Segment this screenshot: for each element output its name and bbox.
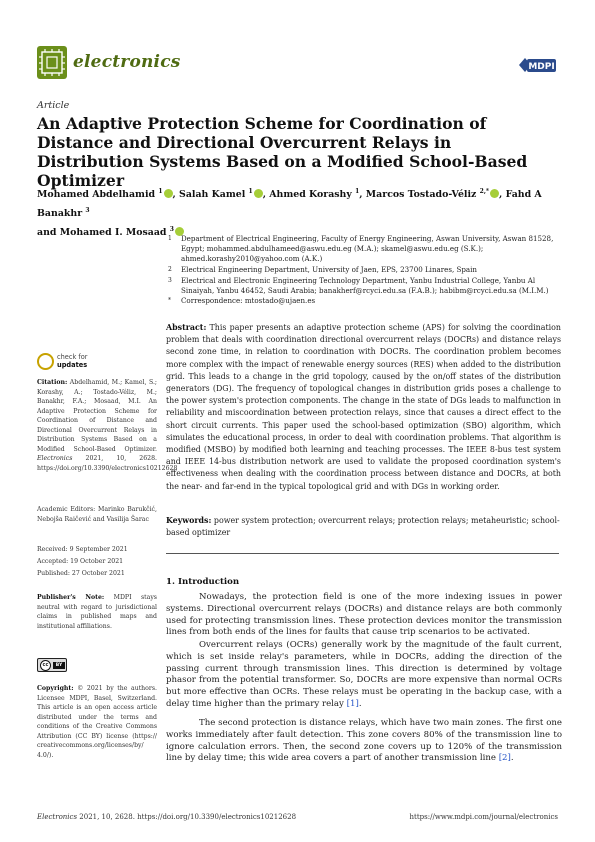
publisher-note: [37, 593, 157, 631]
editors-text: Marinko Barukčić, Nebojša Raičević and Vasilija Šarac: [37, 506, 157, 523]
affiliation-text: Electrical Engineering Department, University of Jaen, EPS, 23700 Linares, Spain: [181, 265, 477, 274]
keywords-text: power system protection; overcurrent relays; protection relays; metaheuristic; school-based optimizer: [166, 516, 560, 537]
published-date: Published: 27 October 2021: [37, 570, 125, 577]
paragraph-text: The second protection is distance relays, which have two main zones. The first one works immediately after fault detection. This zone covers 80% of the transmission line to ignore calculation errors. Then, the second zone covers up to 120% of the transmission line by delay time; this wide area covers a part of another transmission line: [166, 718, 562, 764]
author-sup: 3: [169, 226, 174, 234]
abstract: [166, 322, 561, 493]
affiliation: [168, 234, 563, 264]
citation-block: [37, 378, 178, 473]
author-name: Ahmed Korashy: [269, 189, 352, 201]
citation-journal: Electronics: [37, 455, 73, 462]
citation-text: Abdelhamid, M.; Kamel, S.; Korashy, A.; Tostado-Véliz, M.; Banakhr, F.A.; Mosaad, M.I. An Adaptive Protection Scheme for Coordination of Distance and Directional Overcurrent Relays in Distribution Systems Based on a Modified School-Based Optimizer.: [37, 379, 158, 453]
keywords-label: Keywords:: [166, 516, 212, 525]
footer-doi-link[interactable]: 2021, 10, 2628. https://doi.org/10.3390/electronics10212628: [79, 813, 297, 821]
author-sup: 3: [85, 207, 90, 215]
copyright-notice: [37, 684, 157, 760]
affiliation-number: *: [168, 297, 171, 304]
article-type: Article: [37, 100, 70, 111]
publisher-note-text: MDPI stays neutral with regard to jurisdictional claims in published maps and institutional affiliations.: [37, 594, 157, 630]
abstract-label: Abstract:: [166, 323, 207, 332]
affiliation-text: Department of Electrical Engineering, Faculty of Energy Engineering, Aswan University, Aswan 81528, Egypt; mohammed.abdulhameed@aswu.edu.eg (M.A.); skamel@aswu.edu.eg (S.K.); ahmed.korashy2010@yahoo.com (A.K.): [181, 234, 554, 263]
reference-link[interactable]: [1]: [346, 698, 359, 709]
copyright-text: © 2021 by the authors. Licensee MDPI, Basel, Switzerland. This article is an open access article distributed under the terms and conditions of the Creative Commons Attribution (CC BY) license (https:// creativecommons.org/licenses/by/ 4.0/).: [37, 685, 157, 759]
affiliation: [168, 276, 563, 296]
author-sup: 1: [158, 188, 163, 195]
orcid-icon[interactable]: [254, 189, 263, 198]
paragraph-text: Overcurrent relays (OCRs) generally work by the magnitude of the fault current, which is set inside relay's parameters, while in DOCRs, adding the direction of the passing current through transmission lines. This direction is determined by voltage phasor from the potential transformer. So, DOCRs are more expensive than normal OCRs but more effective than OCRs. These relays must be operating in the backup case, with a delay time higher than the primary relay: [166, 640, 562, 709]
author-name: Salah Kamel: [179, 189, 246, 201]
by-icon: BY: [53, 662, 65, 669]
intro-paragraph-1: Nowadays, the protection field is one of the more indexing issues in power systems. Directional overcurrent relays (DOCRs) and distance relays are both commonly used for protecting transmission lines. These protection devices monitor the transmission lines from both ends of the lines for faults that cause trip scenarios to be activated.: [166, 592, 562, 638]
paragraph-text: .: [358, 698, 362, 709]
paper-title: An Adaptive Protection Scheme for Coordination of Distance and Directional Overcurrent Relays in Distribution Systems Based on a Modified School-Based Optimizer: [37, 114, 528, 190]
reference-link[interactable]: [2]: [498, 753, 511, 764]
affiliation: [168, 265, 563, 275]
affiliation-number: 1: [168, 235, 172, 242]
footer-citation: [37, 813, 296, 821]
cc-icon: cc: [40, 660, 51, 671]
check-updates-line1: check for: [57, 353, 88, 361]
check-for-updates-button[interactable]: [37, 351, 157, 373]
check-updates-icon: [37, 353, 54, 370]
affiliation-number: 3: [168, 277, 172, 284]
citation-doi-link[interactable]: 2021, 10, 2628. https://doi.org/10.3390/electronics10212628: [37, 455, 178, 472]
copyright-label: Copyright:: [37, 685, 74, 692]
intro-paragraph-3: [166, 718, 562, 765]
footer-journal-url[interactable]: https://www.mdpi.com/journal/electronics: [409, 813, 558, 821]
svg-text:MDPI: MDPI: [528, 62, 555, 72]
abstract-text: This paper presents an adaptive protection scheme (APS) for solving the coordination problem that deals with coordination directional overcurrent relays (DOCRs) and distance relays second zone time, in relation to coordination with DOCRs. The coordination problem becomes more complex with the impact of renewable energy sources (RES) when added to the distribution grid. This leads to a change in the grid topology, caused by the on/off states of the distribution generators (DG). The frequency of topological changes in distribution grids poses a challenge to the power system's protection components. The change in the state of DGs leads to malfunction in reliability and miscoordination between protection relays, since that causes a direct effect to the short circuit currents. This paper used the school-based optimization (SBO) algorithm, which simulates the educational process, in order to deal with coordination problems. That algorithm is modified (MSBO) by modified both learning and teaching processes. The IEEE 8-bus test system and IEEE 14-bus distribution network are used to validate the proposed coordination system's effectiveness when dealing with the coordination process between distance and DOCRs, at both the near- and far-end in the typical topological grid and with DGs in working order.: [166, 323, 561, 491]
academic-editors: [37, 505, 157, 524]
author-sup: 2,*: [479, 188, 490, 195]
affiliation-text: Correspondence: mtostado@ujaen.es: [181, 296, 316, 305]
author-name: Marcos Tostado-Véliz: [365, 189, 477, 201]
author-sup: 1: [248, 188, 253, 195]
mdpi-logo-icon: [515, 56, 557, 75]
journal-logo-icon: [37, 46, 67, 79]
author-list: Mohamed Abdelhamid $^1$ , Salah Kamel $^1$ , Ahmed Korashy $^1$, Marcos Tostado-Véliz $^{2,*}$ , Fahd A Banakhr $^3$ and Mohamed I. Mosaad $^3$: [37, 188, 542, 239]
affiliation-text: Electrical and Electronic Engineering Technology Department, Yanbu Industrial College, Yanbu Al Sinaiyah, Yanbu 46452, Saudi Arabia; banakherf@rcyci.edu.sa (F.A.B.); habibm@rcyci.edu.sa (M.I.M.): [181, 276, 549, 295]
publisher-note-label: Publisher's Note:: [37, 594, 105, 601]
author-name: Mohamed Abdelhamid: [37, 189, 156, 201]
journal-name: electronics: [73, 52, 181, 72]
accepted-date: Accepted: 19 October 2021: [37, 558, 124, 565]
intro-paragraph-2: [166, 640, 562, 711]
orcid-icon[interactable]: [164, 189, 173, 198]
author-name: Mohamed I. Mosaad: [59, 227, 167, 239]
footer-journal: Electronics: [37, 813, 78, 821]
check-updates-line2: updates: [57, 360, 88, 369]
author-sup: 1: [355, 188, 360, 195]
author-name: Fahd A Banakhr: [37, 189, 542, 220]
affiliation-number: 2: [168, 266, 172, 273]
divider: [166, 553, 559, 554]
citation-label: Citation:: [37, 379, 68, 386]
section-heading: 1. Introduction: [166, 577, 240, 587]
correspondence: [168, 296, 563, 306]
keywords: [166, 515, 561, 539]
editors-label: Academic Editors:: [37, 506, 96, 513]
cc-by-license-icon[interactable]: [37, 658, 67, 672]
paragraph-text: .: [510, 753, 514, 764]
orcid-icon[interactable]: [490, 189, 499, 198]
received-date: Received: 9 September 2021: [37, 546, 128, 553]
